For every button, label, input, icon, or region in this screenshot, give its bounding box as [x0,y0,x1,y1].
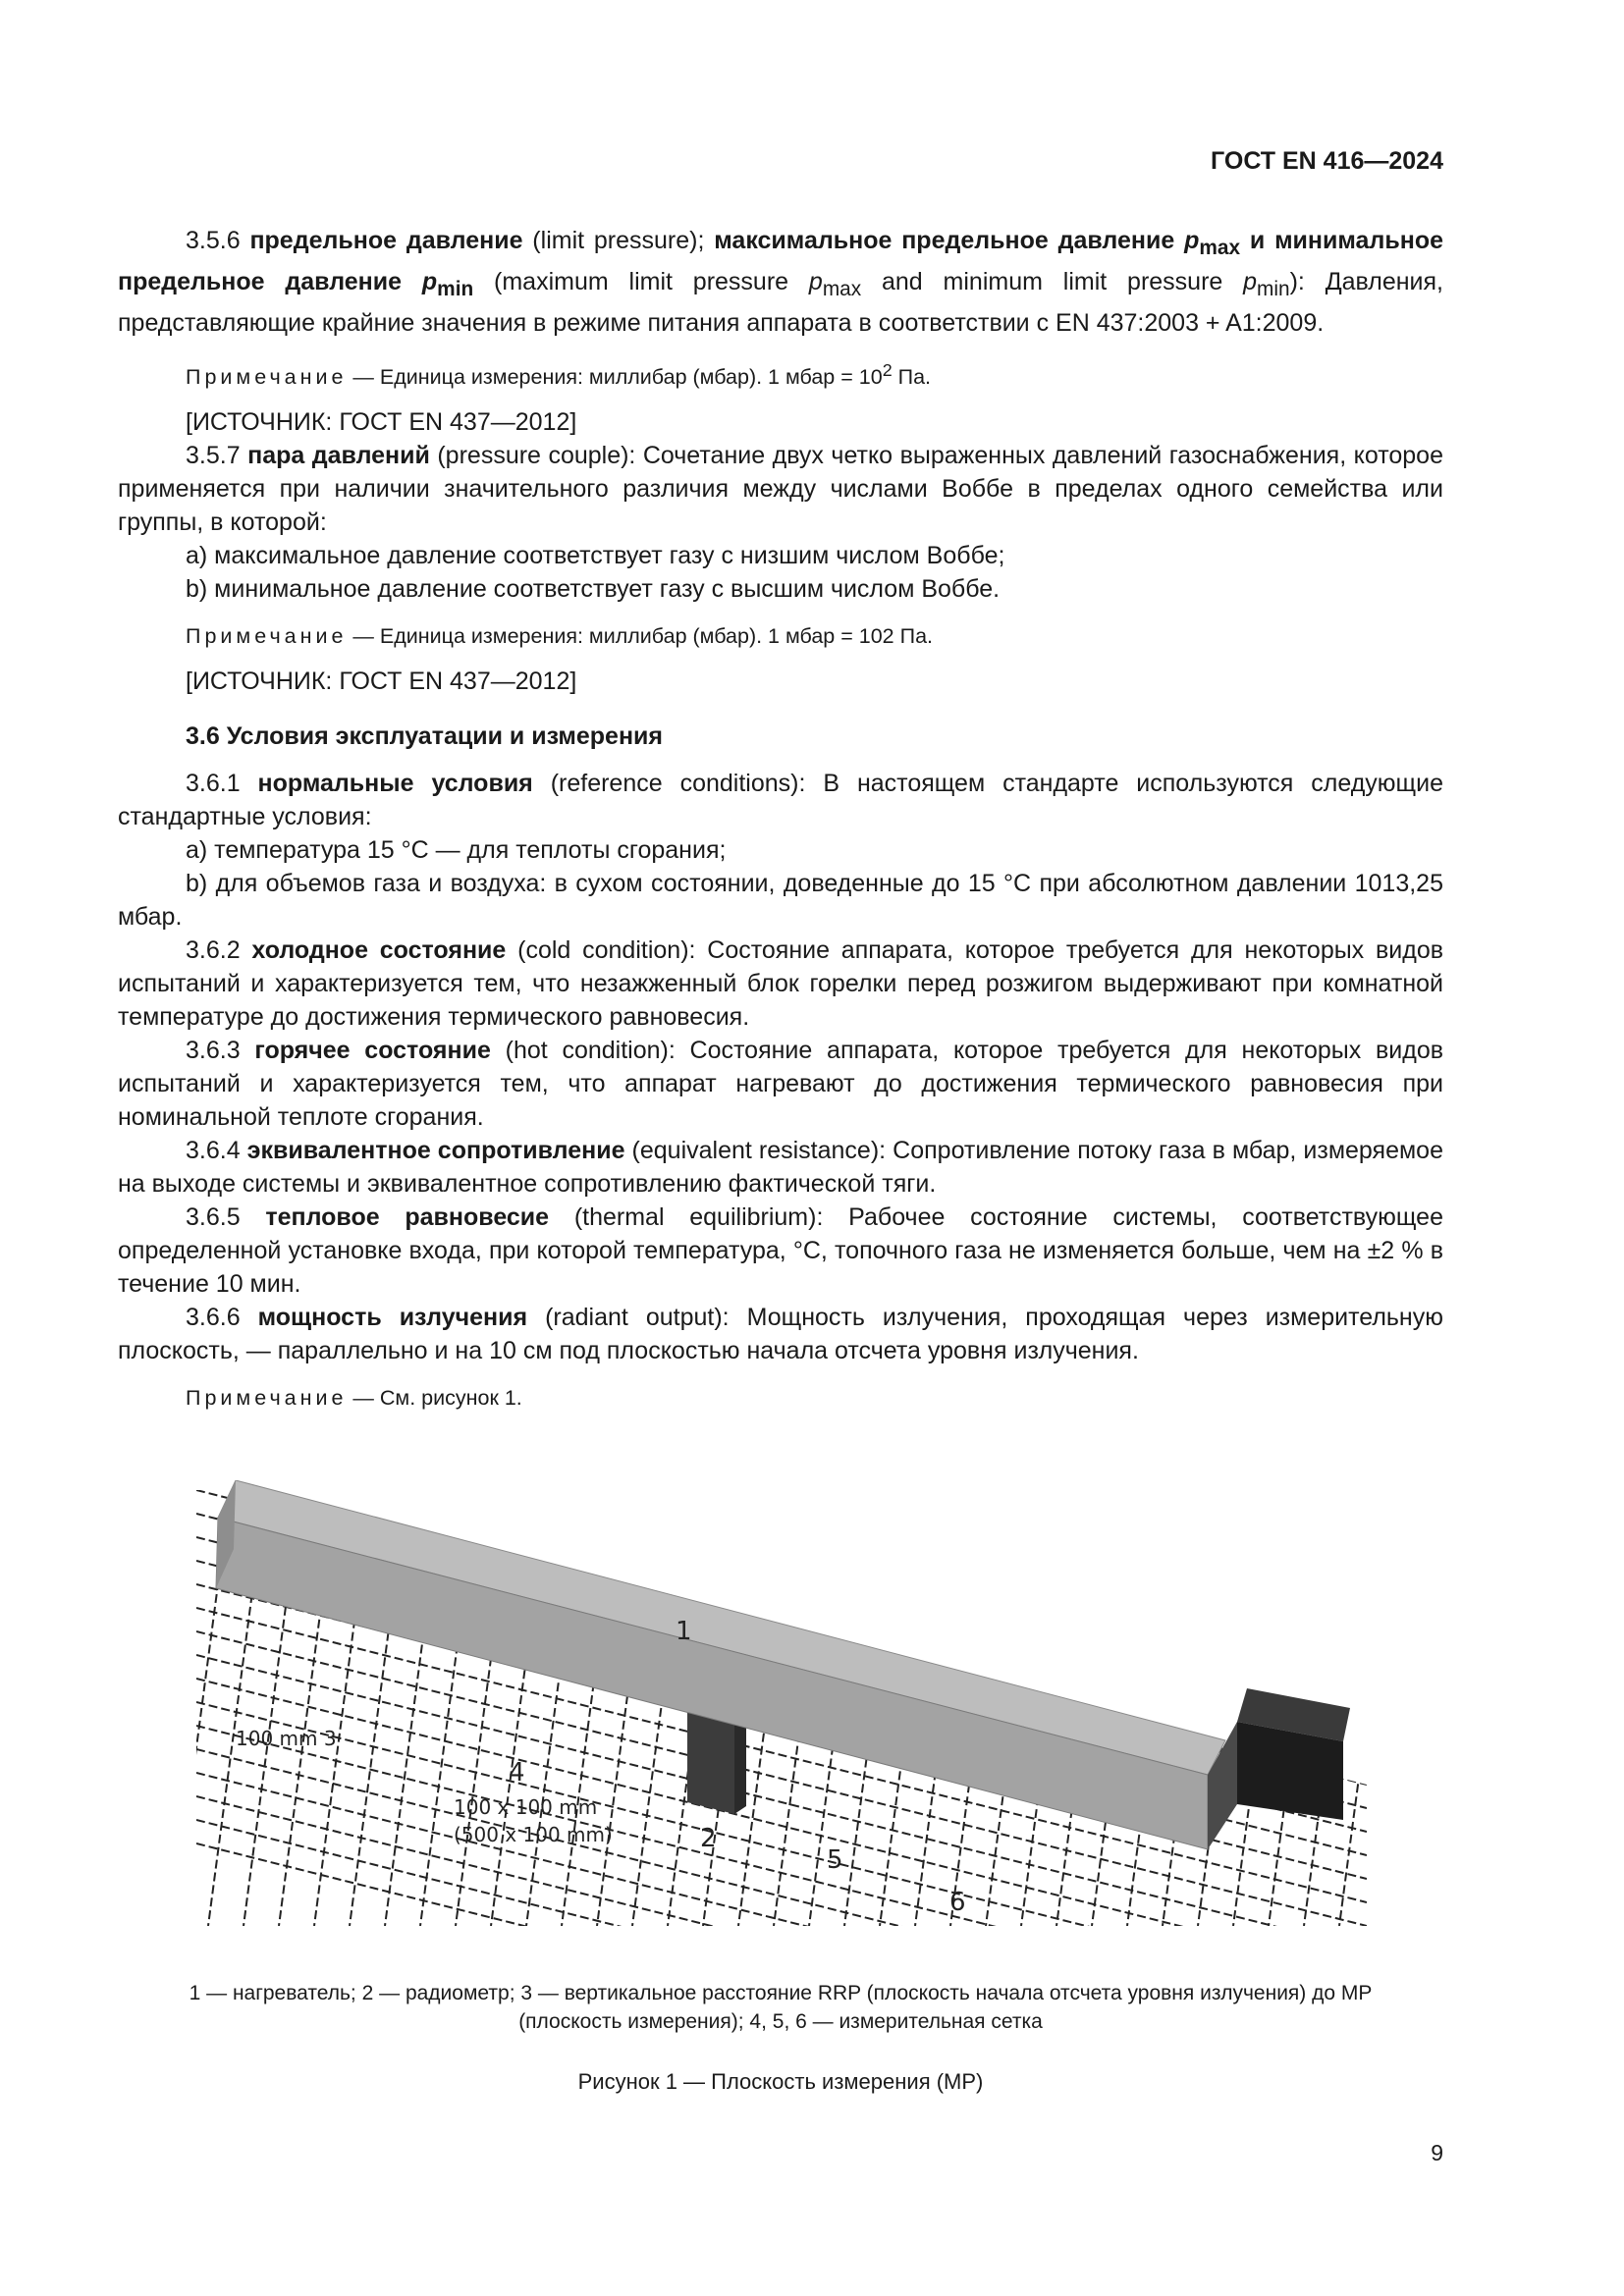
source-reference: [ИСТОЧНИК: ГОСТ EN 437—2012] [186,408,577,437]
note: Примечание — Единица измерения: миллибар (мбар). 1 мбар = 102 Па. [186,624,933,649]
term: эквивалентное сопротивление [246,1137,625,1165]
definition-text: (pressure couple): Сочетание двух четко выраженных давлений газоснабжения, которое применяется при наличии значительного различия между числами Воббе в пределах одного семейства или группы, в которой: [118,442,1443,537]
legend-line: (плоскость измерения); 4, 5, 6 — измерительная сетка [518,2010,1043,2033]
clause-number: 3.5.6 [186,227,250,254]
definition-text: (thermal equilibrium): Рабочее состояние системы, соответствующее определенной установке входа, при которой температура, °С, топочного газа не изменяется больше, чем на ±2 % в течение 10 мин. [118,1203,1443,1299]
term: холодное состояние [251,936,507,965]
clause-3-6-2: 3.6.2 холодное состояние (cold condition): Состояние аппарата, которое требуется для некоторых видов испытаний и характеризуется тем, что незажженный блок горелки перед розжигом выдерживают при комнатной температуре до достижения термического равновесия. [118,936,1443,1032]
clause-3-6-4: 3.6.4 эквивалентное сопротивление (equivalent resistance): Сопротивление потоку газа в мбар, измеряемое на выходе системы и эквивалентное сопротивлению фактической тяги. [118,1137,1443,1199]
definition-text: (reference conditions): В настоящем стандарте используются следующие стандартные условия: [118,770,1443,831]
page-number: 9 [1431,2140,1443,2165]
definition-text: (equivalent resistance): Сопротивление потоку газа в мбар, измеряемое на выходе системы и эквивалентное сопротивлению фактической тяги. [118,1137,1443,1199]
list-item: b) минимальное давление соответствует газу с высшим числом Воббе. [186,575,1001,604]
term: тепловое равновесие [265,1203,550,1232]
label-4-size-alt: (500 x 100 mm) [454,1823,613,1846]
figure-legend [118,1979,1443,2036]
clause-3-6-3: 3.6.3 горячее состояние (hot condition): Состояние аппарата, которое требуется для некоторых видов испытаний и характеризуется тем, что аппарат нагревают до достижения термического равновесия при номинальной теплоте сгорания. [118,1037,1444,1132]
clause-3-6-1: 3.6.1 нормальные условия (reference conditions): В настоящем стандарте используются следующие стандартные условия: [118,770,1443,831]
term: пара давлений [247,442,430,470]
term: предельное давление [249,227,523,254]
document-body [118,224,1443,1426]
label-4: 4 [509,1758,525,1788]
label-2: 2 [700,1824,717,1853]
label-4-size: 100 x 100 mm [454,1795,598,1819]
document-header: ГОСТ EN 416—2024 [1211,147,1443,175]
note: Примечание — Единица измерения: миллибар (мбар). 1 мбар = $10^2$ Па. [186,360,932,390]
clause-3-5-6: 3.5.6 предельное давление (limit pressure); максимальное предельное давление $p_{max}$ и минимальное предельное давление $p_{min}$ (maximum limit pressure $p_{max}$ and minimum limit pressure $p_{min}$): Давления, представляющие крайние значения в режиме питания аппарата в соответствии с EN 437:2003 + A1:2009. [118,227,1444,337]
figure-measurement-plane [196,1480,1367,1926]
clause-3-6-6: 3.6.6 мощность излучения (radiant output): Мощность излучения, проходящая через измерительную плоскость, — параллельно и на 10 см под плоскостью начала отсчета уровня излучения. [118,1304,1443,1365]
term: максимальное предельное давление $p_{max}$ и минимальное предельное давление $p_{min}$ [118,227,1443,300]
label-3: 100 mm 3 [236,1727,337,1750]
definition-text: (radiant output): Мощность излучения, проходящая через измерительную плоскость, — параллельно и на 10 см под плоскостью начала отсчета уровня излучения. [118,1304,1443,1365]
label-5: 5 [827,1845,843,1875]
list-item: a) максимальное давление соответствует газу с низшим числом Воббе; [186,542,1005,570]
english-term: (limit pressure); [522,227,715,254]
label-1: 1 [676,1617,692,1646]
source-reference: [ИСТОЧНИК: ГОСТ EN 437—2012] [186,667,577,696]
definition-text: ): Давления, представляющие крайние значения в режиме питания аппарата в соответствии с EN 437:2003 + A1:2009. [118,268,1444,337]
heater-end-block [1208,1688,1350,1849]
label-6: 6 [949,1888,966,1917]
definition-text: (hot condition): Состояние аппарата, которое требуется для некоторых видов испытаний и характеризуется тем, что аппарат нагревают до достижения термического равновесия при номинальной теплоте сгорания. [118,1037,1444,1132]
term: нормальные условия [257,770,533,798]
section-heading: 3.6 Условия эксплуатации и измерения [186,722,664,751]
note: Примечание — См. рисунок 1. [186,1386,522,1411]
list-item: a) температура 15 °С — для теплоты сгорания; [186,836,727,865]
figure-caption: Рисунок 1 — Плоскость измерения (MP) [577,2069,984,2094]
term: горячее состояние [254,1037,491,1065]
list-item: b) для объемов газа и воздуха: в сухом состоянии, доведенные до 15 °С при абсолютном давлении 1013,25 мбар. [118,870,1443,932]
clause-3-6-5: 3.6.5 тепловое равновесие (thermal equilibrium): Рабочее состояние системы, соответствующее определенной установке входа, при которой температура, °С, топочного газа не изменяется больше, чем на ±2 % в течение 10 мин. [118,1203,1443,1299]
figure-illustration [196,1480,1367,1926]
definition-text: (cold condition): Состояние аппарата, которое требуется для некоторых видов испытаний и характеризуется тем, что незажженный блок горелки перед розжигом выдерживают при комнатной температуре до достижения термического равновесия. [118,936,1443,1032]
legend-line: 1 — нагреватель; 2 — радиометр; 3 — вертикальное расстояние RRP (плоскость начала отсчета уровня излучения) до MP [189,1982,1373,2004]
clause-3-5-7: 3.5.7 пара давлений (pressure couple): Сочетание двух четко выраженных давлений газоснабжения, которое применяется при наличии значительного различия между числами Воббе в пределах одного семейства или группы, в которой: [118,442,1443,537]
term: мощность излучения [257,1304,528,1332]
